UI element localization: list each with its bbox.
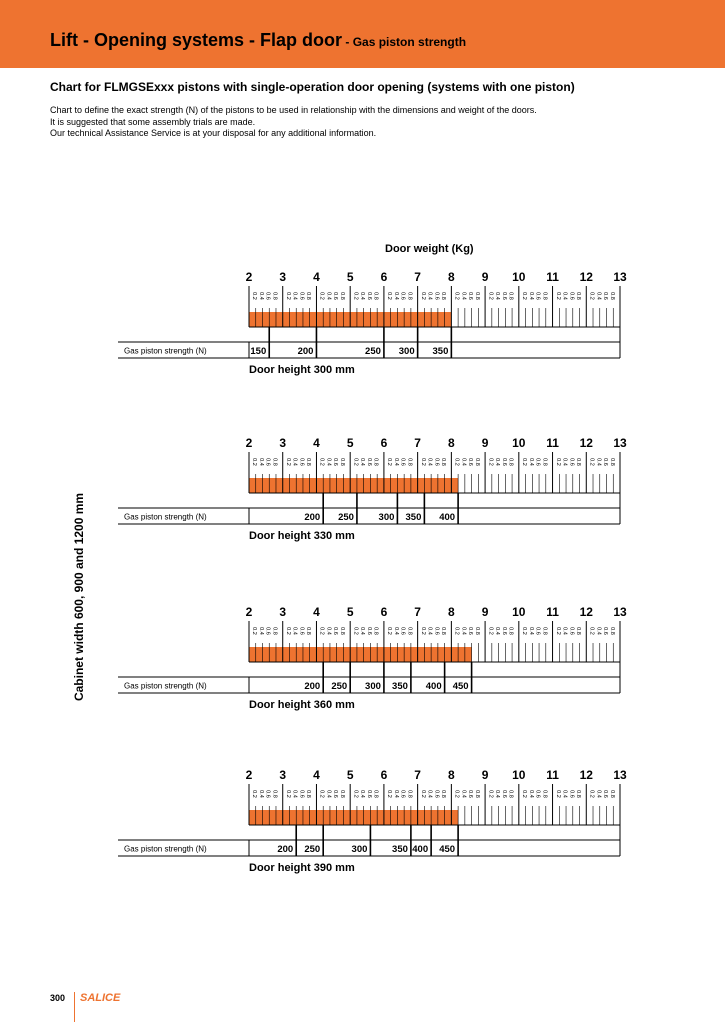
sub-tick-label: 0.4	[426, 458, 433, 466]
tick-label: 9	[481, 768, 489, 782]
sub-tick-label: 0.6	[298, 458, 305, 466]
row-label: Gas piston strength (N)	[124, 512, 207, 522]
tick-label: 2	[245, 768, 253, 782]
sub-tick-label: 0.8	[372, 790, 379, 798]
sub-tick-label: 0.8	[541, 458, 548, 466]
sub-tick-label: 0.4	[257, 627, 264, 635]
sub-tick-label: 0.4	[291, 627, 298, 635]
sub-tick-label: 0.2	[352, 627, 359, 635]
sub-tick-label: 0.2	[318, 458, 325, 466]
intro-text	[50, 105, 537, 140]
sub-tick-label: 0.2	[419, 458, 426, 466]
sub-tick-label: 0.2	[251, 458, 258, 466]
sub-tick-label: 0.2	[284, 790, 291, 798]
sub-tick-label: 0.6	[500, 458, 507, 466]
sub-tick-label: 0.2	[588, 292, 595, 300]
strength-value: 300	[365, 681, 381, 692]
sub-tick-label: 0.8	[305, 790, 312, 798]
tick-label: 3	[279, 436, 287, 450]
sub-tick-label: 0.6	[399, 627, 406, 635]
strength-value: 450	[439, 844, 456, 855]
sub-tick-label: 0.2	[419, 790, 426, 798]
tick-label: 2	[245, 605, 253, 619]
sub-tick-label: 0.2	[318, 790, 325, 798]
sub-tick-label: 0.4	[460, 627, 467, 635]
sub-tick-label: 0.4	[595, 627, 602, 635]
sub-tick-label: 0.2	[386, 790, 393, 798]
sub-tick-label: 0.2	[487, 627, 494, 635]
tick-label: 7	[414, 436, 421, 450]
sub-tick-label: 0.6	[602, 627, 609, 635]
strength-value: 350	[392, 844, 408, 855]
strength-value: 200	[277, 844, 294, 855]
sub-tick-label: 0.4	[325, 292, 332, 300]
strength-value: 250	[338, 512, 354, 523]
sub-tick-label: 0.4	[325, 790, 332, 798]
strength-value: 350	[432, 346, 449, 357]
sub-tick-label: 0.8	[507, 292, 514, 300]
sub-tick-label: 0.4	[359, 627, 366, 635]
tick-label: 12	[579, 605, 593, 619]
strength-value: 200	[297, 346, 314, 357]
sub-tick-label: 0.8	[406, 292, 413, 300]
sub-tick-label: 0.8	[338, 458, 345, 466]
vertical-label: Cabinet width 600, 900 and 1200 mm	[72, 492, 86, 702]
sub-tick-label: 0.8	[541, 292, 548, 300]
sub-tick-label: 0.8	[575, 790, 582, 798]
sub-tick-label: 0.2	[487, 458, 494, 466]
tick-label: 8	[448, 768, 455, 782]
sub-tick-label: 0.6	[298, 292, 305, 300]
sub-tick-label: 0.6	[332, 790, 339, 798]
sub-tick-label: 0.4	[426, 627, 433, 635]
tick-label: 8	[448, 270, 455, 284]
sub-tick-label: 0.6	[264, 627, 271, 635]
sub-tick-label: 0.4	[392, 790, 399, 798]
sub-tick-label: 0.4	[494, 458, 501, 466]
tick-label: 13	[613, 768, 627, 782]
tick-label: 4	[313, 605, 320, 619]
page-title-sub: - Gas piston strength	[342, 35, 467, 49]
sub-tick-label: 0.8	[541, 790, 548, 798]
chart-title: Door height 300 mm	[249, 364, 355, 376]
sub-tick-label: 0.6	[534, 627, 541, 635]
sub-tick-label: 0.6	[399, 458, 406, 466]
sub-tick-label: 0.2	[419, 292, 426, 300]
strength-value: 300	[351, 844, 368, 855]
sub-tick-label: 0.2	[352, 790, 359, 798]
tick-label: 11	[546, 270, 559, 284]
sub-tick-label: 0.6	[467, 292, 474, 300]
sub-tick-label: 0.8	[338, 292, 345, 300]
sub-tick-label: 0.2	[386, 458, 393, 466]
sub-tick-label: 0.8	[507, 627, 514, 635]
sub-tick-label: 0.8	[541, 627, 548, 635]
sub-tick-label: 0.8	[507, 458, 514, 466]
strength-value: 150	[250, 346, 267, 357]
sub-tick-label: 0.6	[433, 627, 440, 635]
sub-tick-label: 0.2	[453, 790, 460, 798]
tick-label: 2	[245, 436, 253, 450]
sub-tick-label: 0.4	[426, 790, 433, 798]
page-title-main: Lift - Opening systems - Flap door	[50, 30, 343, 50]
sub-tick-label: 0.6	[433, 790, 440, 798]
tick-label: 11	[546, 768, 559, 782]
tick-label: 5	[346, 605, 354, 619]
sub-tick-label: 0.4	[595, 790, 602, 798]
strength-value: 450	[452, 681, 469, 692]
sub-tick-label: 0.8	[305, 292, 312, 300]
tick-label: 6	[380, 605, 388, 619]
sub-tick-label: 0.2	[554, 292, 561, 300]
sub-tick-label: 0.2	[419, 627, 426, 635]
tick-label: 6	[380, 436, 388, 450]
sub-tick-label: 0.4	[257, 292, 264, 300]
sub-tick-label: 0.4	[595, 292, 602, 300]
strength-value: 300	[398, 346, 415, 357]
strength-value: 250	[304, 844, 321, 855]
sub-tick-label: 0.8	[608, 790, 615, 798]
tick-label: 10	[512, 436, 526, 450]
tick-label: 4	[313, 270, 320, 284]
sub-tick-label: 0.6	[467, 458, 474, 466]
sub-tick-label: 0.6	[568, 292, 575, 300]
sub-tick-label: 0.2	[386, 292, 393, 300]
chart-door-height-300	[0, 260, 725, 380]
sub-tick-label: 0.2	[318, 627, 325, 635]
strength-value: 400	[439, 512, 456, 523]
sub-tick-label: 0.4	[527, 627, 534, 635]
footer-divider	[74, 992, 75, 1022]
tick-label: 10	[512, 270, 526, 284]
sub-tick-label: 0.6	[602, 790, 609, 798]
sub-tick-label: 0.6	[399, 790, 406, 798]
sub-tick-label: 0.8	[372, 458, 379, 466]
sub-tick-label: 0.4	[291, 292, 298, 300]
sub-tick-label: 0.8	[271, 627, 278, 635]
sub-tick-label: 0.2	[386, 627, 393, 635]
tick-label: 9	[481, 270, 489, 284]
sub-tick-label: 0.4	[561, 292, 568, 300]
sub-tick-label: 0.4	[460, 790, 467, 798]
tick-label: 5	[346, 768, 354, 782]
sub-tick-label: 0.2	[251, 292, 258, 300]
sub-tick-label: 0.6	[534, 458, 541, 466]
sub-tick-label: 0.6	[433, 292, 440, 300]
sub-tick-label: 0.8	[440, 627, 447, 635]
sub-tick-label: 0.6	[365, 458, 372, 466]
tick-label: 12	[579, 768, 593, 782]
sub-tick-label: 0.4	[392, 458, 399, 466]
strength-value: 400	[425, 681, 442, 692]
tick-label: 12	[579, 436, 593, 450]
sub-tick-label: 0.4	[460, 458, 467, 466]
sub-tick-label: 0.6	[365, 790, 372, 798]
tick-label: 13	[613, 436, 627, 450]
sub-tick-label: 0.4	[426, 292, 433, 300]
sub-tick-label: 0.2	[453, 458, 460, 466]
sub-tick-label: 0.2	[554, 458, 561, 466]
sub-tick-label: 0.6	[332, 627, 339, 635]
sub-tick-label: 0.4	[494, 790, 501, 798]
tick-label: 5	[346, 270, 354, 284]
sub-tick-label: 0.2	[588, 627, 595, 635]
tick-label: 11	[546, 605, 559, 619]
strength-value: 200	[304, 512, 321, 523]
sub-tick-label: 0.6	[534, 790, 541, 798]
sub-tick-label: 0.6	[568, 627, 575, 635]
sub-tick-label: 0.6	[298, 627, 305, 635]
strength-value: 400	[412, 844, 429, 855]
sub-tick-label: 0.8	[440, 458, 447, 466]
sub-tick-label: 0.8	[608, 292, 615, 300]
filled-band	[249, 478, 458, 493]
sub-tick-label: 0.8	[271, 790, 278, 798]
sub-tick-label: 0.8	[338, 627, 345, 635]
sub-tick-label: 0.6	[500, 292, 507, 300]
sub-tick-label: 0.2	[588, 790, 595, 798]
sub-tick-label: 0.8	[608, 458, 615, 466]
sub-tick-label: 0.6	[467, 790, 474, 798]
tick-label: 4	[313, 768, 320, 782]
page-number: 300	[50, 993, 66, 1003]
section-title: Chart for FLMGSExxx pistons with single-operation door opening (systems with one piston)	[50, 80, 575, 94]
sub-tick-label: 0.4	[561, 458, 568, 466]
tick-label: 13	[613, 605, 627, 619]
tick-label: 8	[448, 605, 455, 619]
tick-label: 7	[414, 768, 421, 782]
tick-label: 6	[380, 270, 388, 284]
intro-line: Chart to define the exact strength (N) of the pistons to be used in relationship with the dimensions and weight of the doors.	[50, 105, 537, 115]
sub-tick-label: 0.8	[575, 458, 582, 466]
tick-label: 12	[579, 270, 593, 284]
tick-label: 7	[414, 605, 421, 619]
sub-tick-label: 0.6	[264, 292, 271, 300]
sub-tick-label: 0.2	[352, 292, 359, 300]
sub-tick-label: 0.8	[473, 790, 480, 798]
tick-label: 11	[546, 436, 559, 450]
sub-tick-label: 0.4	[561, 627, 568, 635]
sub-tick-label: 0.4	[359, 458, 366, 466]
sub-tick-label: 0.4	[359, 790, 366, 798]
sub-tick-label: 0.8	[305, 627, 312, 635]
tick-label: 10	[512, 605, 526, 619]
sub-tick-label: 0.2	[251, 627, 258, 635]
tick-label: 5	[346, 436, 354, 450]
tick-label: 7	[414, 270, 421, 284]
sub-tick-label: 0.4	[527, 790, 534, 798]
sub-tick-label: 0.8	[440, 790, 447, 798]
sub-tick-label: 0.6	[399, 292, 406, 300]
tick-label: 9	[481, 436, 489, 450]
tick-label: 3	[279, 605, 287, 619]
sub-tick-label: 0.8	[338, 790, 345, 798]
sub-tick-label: 0.2	[521, 790, 528, 798]
sub-tick-label: 0.2	[251, 790, 258, 798]
filled-band	[249, 810, 458, 825]
sub-tick-label: 0.4	[460, 292, 467, 300]
chart-title: Door height 360 mm	[249, 699, 355, 711]
sub-tick-label: 0.4	[325, 458, 332, 466]
sub-tick-label: 0.6	[568, 790, 575, 798]
sub-tick-label: 0.4	[359, 292, 366, 300]
sub-tick-label: 0.8	[473, 292, 480, 300]
sub-tick-label: 0.4	[257, 458, 264, 466]
sub-tick-label: 0.8	[406, 627, 413, 635]
chart-door-height-360	[0, 595, 725, 715]
sub-tick-label: 0.8	[372, 627, 379, 635]
row-label: Gas piston strength (N)	[124, 844, 207, 854]
sub-tick-label: 0.6	[332, 292, 339, 300]
sub-tick-label: 0.8	[406, 458, 413, 466]
tick-label: 9	[481, 605, 489, 619]
sub-tick-label: 0.6	[332, 458, 339, 466]
tick-label: 3	[279, 270, 287, 284]
sub-tick-label: 0.8	[271, 458, 278, 466]
sub-tick-label: 0.4	[392, 627, 399, 635]
sub-tick-label: 0.2	[318, 292, 325, 300]
sub-tick-label: 0.2	[588, 458, 595, 466]
sub-tick-label: 0.6	[298, 790, 305, 798]
sub-tick-label: 0.2	[521, 458, 528, 466]
tick-label: 6	[380, 768, 388, 782]
row-label: Gas piston strength (N)	[124, 681, 207, 691]
tick-label: 10	[512, 768, 526, 782]
sub-tick-label: 0.4	[257, 790, 264, 798]
tick-label: 3	[279, 768, 287, 782]
strength-value: 300	[378, 512, 395, 523]
sub-tick-label: 0.4	[291, 458, 298, 466]
sub-tick-label: 0.6	[365, 292, 372, 300]
sub-tick-label: 0.2	[453, 627, 460, 635]
row-label: Gas piston strength (N)	[124, 346, 207, 356]
sub-tick-label: 0.8	[473, 627, 480, 635]
brand-logo: SALICE	[80, 992, 121, 1004]
sub-tick-label: 0.6	[467, 627, 474, 635]
sub-tick-label: 0.4	[291, 790, 298, 798]
sub-tick-label: 0.2	[554, 627, 561, 635]
sub-tick-label: 0.8	[473, 458, 480, 466]
chart-title: Door height 390 mm	[249, 862, 355, 874]
strength-value: 250	[331, 681, 348, 692]
strength-value: 350	[392, 681, 408, 692]
sub-tick-label: 0.2	[284, 627, 291, 635]
sub-tick-label: 0.6	[500, 627, 507, 635]
page-header	[0, 0, 725, 68]
sub-tick-label: 0.8	[575, 627, 582, 635]
sub-tick-label: 0.6	[433, 458, 440, 466]
sub-tick-label: 0.6	[602, 292, 609, 300]
sub-tick-label: 0.2	[554, 790, 561, 798]
intro-line: It is suggested that some assembly trials are made.	[50, 116, 256, 127]
sub-tick-label: 0.8	[406, 790, 413, 798]
sub-tick-label: 0.4	[527, 458, 534, 466]
sub-tick-label: 0.8	[372, 292, 379, 300]
strength-value: 350	[405, 512, 422, 523]
tick-label: 13	[613, 270, 627, 284]
sub-tick-label: 0.4	[494, 292, 501, 300]
sub-tick-label: 0.8	[507, 790, 514, 798]
sub-tick-label: 0.6	[568, 458, 575, 466]
tick-label: 4	[313, 436, 320, 450]
sub-tick-label: 0.4	[392, 292, 399, 300]
sub-tick-label: 0.8	[608, 627, 615, 635]
chart-door-height-390	[0, 758, 725, 878]
tick-label: 8	[448, 436, 455, 450]
sub-tick-label: 0.2	[453, 292, 460, 300]
sub-tick-label: 0.8	[271, 292, 278, 300]
chart-title: Door height 330 mm	[249, 530, 355, 542]
strength-value: 200	[304, 681, 321, 692]
sub-tick-label: 0.4	[325, 627, 332, 635]
sub-tick-label: 0.2	[487, 790, 494, 798]
weight-axis-title: Door weight (Kg)	[385, 243, 474, 255]
sub-tick-label: 0.8	[440, 292, 447, 300]
sub-tick-label: 0.4	[595, 458, 602, 466]
strength-value: 250	[365, 346, 381, 357]
chart-door-height-330	[0, 426, 725, 546]
sub-tick-label: 0.6	[602, 458, 609, 466]
sub-tick-label: 0.8	[575, 292, 582, 300]
sub-tick-label: 0.4	[494, 627, 501, 635]
page-title	[50, 30, 466, 51]
sub-tick-label: 0.6	[365, 627, 372, 635]
sub-tick-label: 0.6	[264, 458, 271, 466]
sub-tick-label: 0.2	[284, 292, 291, 300]
sub-tick-label: 0.2	[521, 627, 528, 635]
tick-label: 2	[245, 270, 253, 284]
sub-tick-label: 0.6	[264, 790, 271, 798]
sub-tick-label: 0.2	[352, 458, 359, 466]
sub-tick-label: 0.2	[487, 292, 494, 300]
sub-tick-label: 0.4	[527, 292, 534, 300]
sub-tick-label: 0.2	[521, 292, 528, 300]
intro-line: Our technical Assistance Service is at your disposal for any additional information.	[50, 128, 377, 138]
sub-tick-label: 0.6	[534, 292, 541, 300]
sub-tick-label: 0.6	[500, 790, 507, 798]
sub-tick-label: 0.4	[561, 790, 568, 798]
sub-tick-label: 0.2	[284, 458, 291, 466]
sub-tick-label: 0.8	[305, 458, 312, 466]
